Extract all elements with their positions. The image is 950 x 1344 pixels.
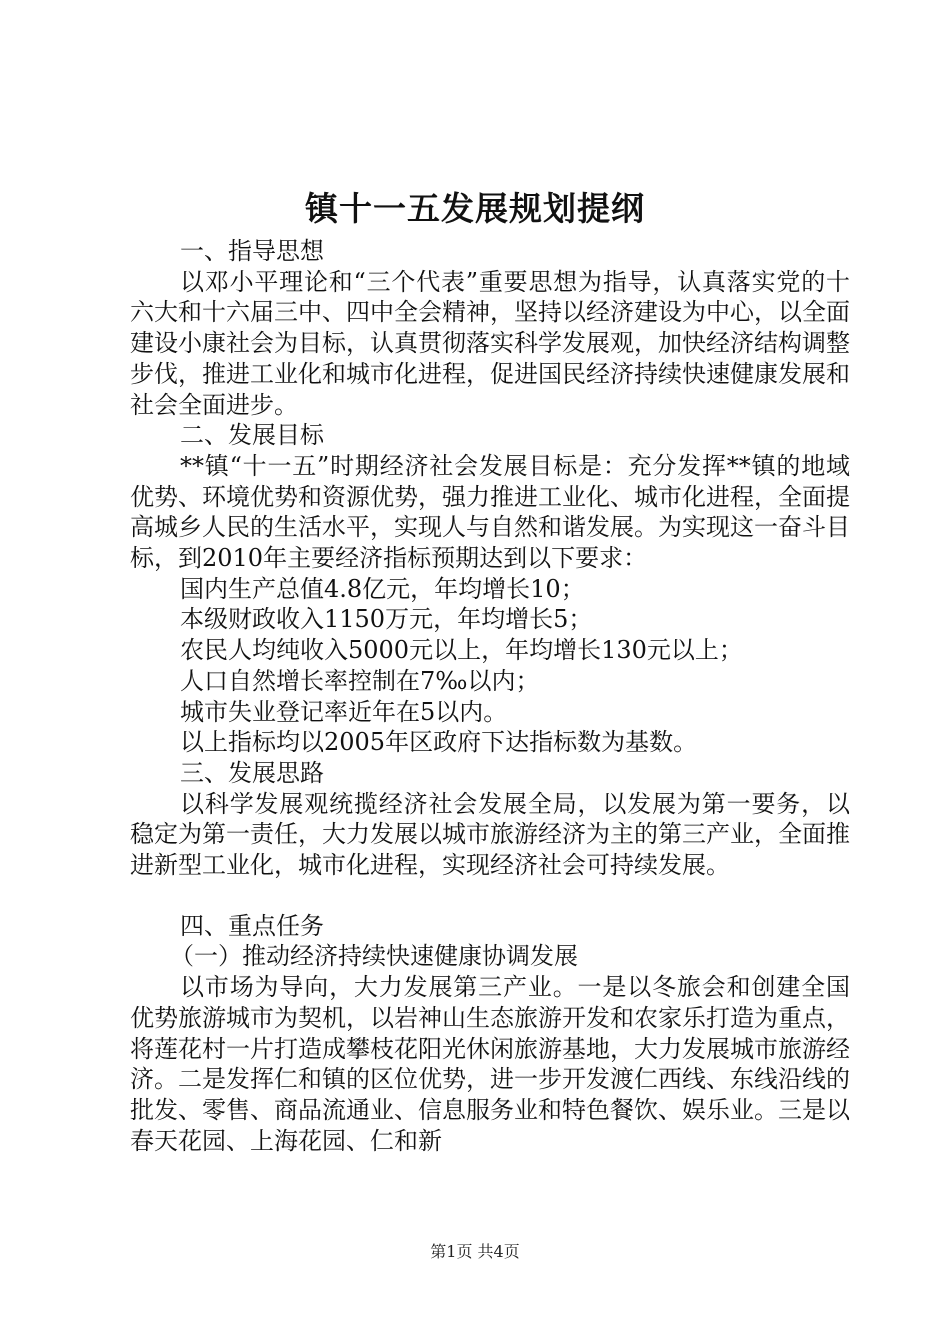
section-heading-key-tasks: 四、重点任务 [180,911,324,940]
document-body [130,236,850,1156]
paragraph-development-approach: 以科学发展观统揽经济社会发展全局，以发展为第一要务，以稳定为第一责任，大力发展以城市旅游经济为主的第三产业，全面推进新型工业化，城市化进程，实现经济社会可持续发展。 [130,789,850,880]
indicator-population-growth: 人口自然增长率控制在7‰以内； [180,666,540,695]
document-title: 镇十一五发展规划提纲 [305,189,645,228]
section-heading-development-approach: 三、发展思路 [180,758,324,787]
indicator-gdp: 国内生产总值4.8亿元，年均增长10； [180,574,585,603]
section-heading-development-goals: 二、发展目标 [180,421,324,450]
indicator-fiscal-revenue: 本级财政收入1150万元，年均增长5； [180,605,593,634]
indicator-farmer-income: 农民人均纯收入5000元以上，年均增长130元以上； [180,636,743,665]
section-heading-guiding-ideology: 一、指导思想 [180,237,324,265]
paragraph-guiding-ideology: 以邓小平理论和“三个代表”重要思想为指导，认真落实党的十六大和十六届三中、四中全会精神，坚持以经济建设为中心，以全面建设小康社会为目标，认真贯彻落实科学发展观，加快经济结构调整步伐，推进工业化和城市化进程，促进国民经济持续快速健康发展和社会全面进步。 [130,267,850,419]
indicator-unemployment: 城市失业登记率近年在5以内。 [180,697,508,726]
page-footer: 第1页 共4页 [430,1242,520,1261]
subsection-heading-economy: （一）推动经济持续快速健康协调发展 [170,942,578,971]
paragraph-development-goals: **镇“十一五”时期经济社会发展目标是：充分发挥**镇的地域优势、环境优势和资源优势，强力推进工业化、城市化进程，全面提高城乡人民的生活水平，实现人与自然和谐发展。为实现这一奋斗目标，到2010年主要经济指标预期达到以下要求： [130,451,850,573]
paragraph-economy: 以市场为导向，大力发展第三产业。一是以冬旅会和创建全国优势旅游城市为契机，以岩神山生态旅游开发和农家乐打造为重点，将莲花村一片打造成攀枝花阳光休闲旅游基地，大力发展城市旅游经济。二是发挥仁和镇的区位优势，进一步开发渡仁西线、东线沿线的批发、零售、商品流通业、信息服务业和特色餐饮、娱乐业。三是以春天花园、上海花园、仁和新 [130,973,850,1155]
indicator-baseline-note: 以上指标均以2005年区政府下达指标数为基数。 [180,728,698,757]
